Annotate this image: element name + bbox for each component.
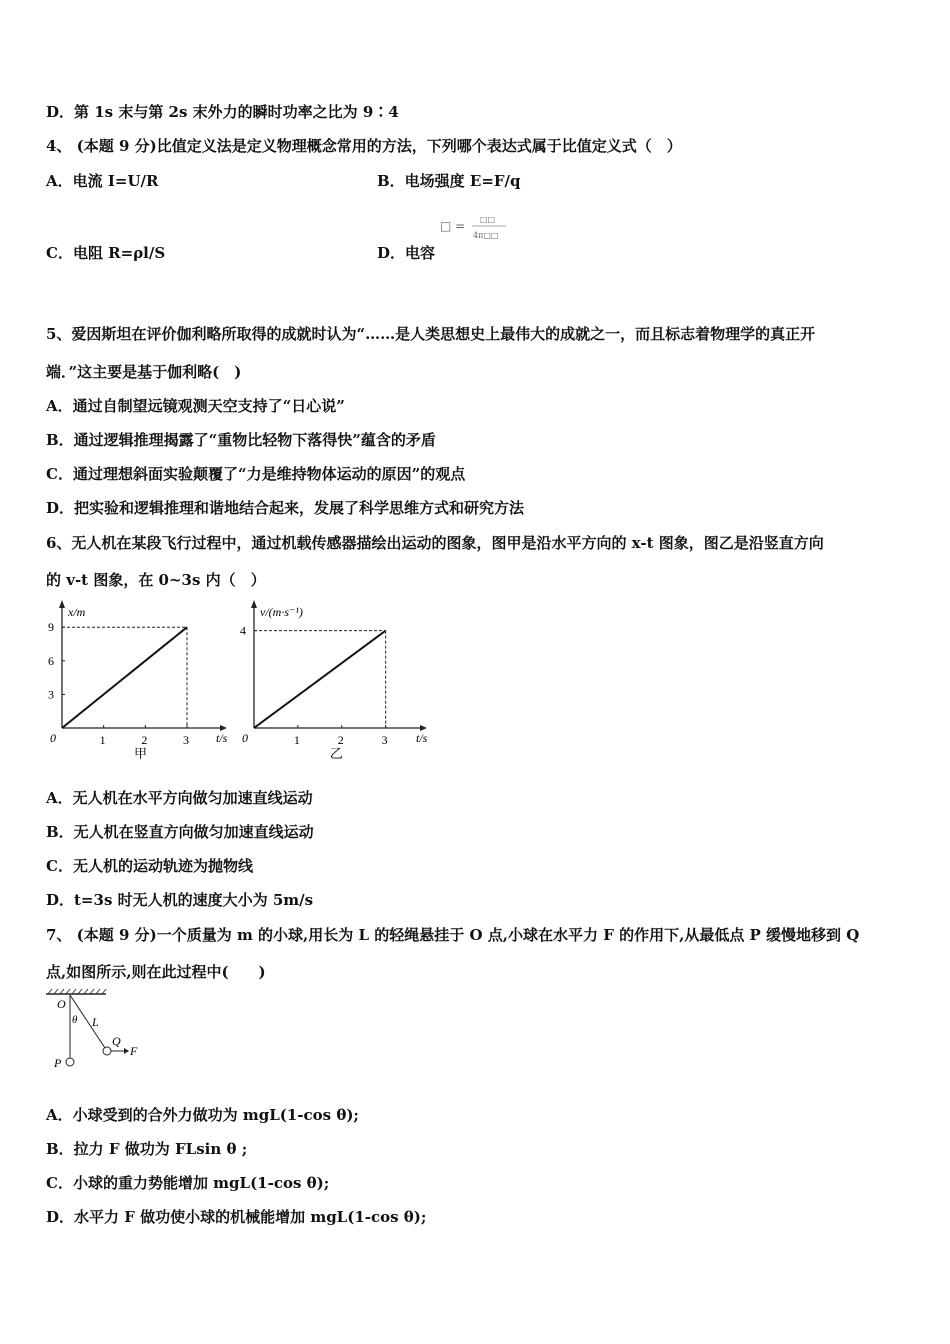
q7-option-c: C．小球的重力势能增加 mgL(1-cos θ); <box>46 1174 330 1192</box>
y-tick-label: 3 <box>48 687 54 702</box>
chart-caption: 乙 <box>329 746 343 761</box>
ceiling-hatch <box>46 989 106 994</box>
chart-caption: 甲 <box>134 746 148 761</box>
formula-denominator: 4π□□ <box>473 231 499 240</box>
pendulum-diagram <box>42 988 152 1077</box>
q7-stem-line2: 点,如图所示,则在此过程中( ) <box>46 963 266 981</box>
q5-stem-line1: 5、爱因斯坦在评价伽利略所取得的成就时认为“……是人类思想史上最伟大的成就之一，而且标志着物理学的真正开 <box>46 325 816 343</box>
formula-numerator: □□ <box>480 215 496 224</box>
q5-option-d: D．把实验和逻辑推理和谐地结合起来，发展了科学思维方式和研究方法 <box>46 499 525 517</box>
y-tick-label: 4 <box>240 623 246 638</box>
y-tick-label: 6 <box>48 653 54 668</box>
data-series-line <box>62 627 187 728</box>
x-tick-label: 1 <box>293 733 300 747</box>
label-l: L <box>92 1015 99 1029</box>
ball-q <box>103 1047 111 1055</box>
x-tick-label: 3 <box>381 733 388 747</box>
y-axis-label: x/m <box>68 605 86 619</box>
label-p: P <box>54 1056 62 1070</box>
q4-option-d: D．电容 <box>377 244 436 262</box>
label-f: F <box>130 1044 138 1058</box>
origin-label: 0 <box>242 731 248 745</box>
q6-stem-line2: 的 v-t 图象，在 0~3s 内（ ） <box>46 571 266 589</box>
q3-option-d: D．第 1s 末与第 2s 末外力的瞬时功率之比为 9∶4 <box>46 103 399 121</box>
q4-capacitance-formula <box>440 212 520 242</box>
q4-option-c: C．电阻 R=ρl/S <box>46 244 166 262</box>
q7-option-a: A．小球受到的合外力做功为 mgL(1-cos θ); <box>46 1106 359 1124</box>
data-series-line <box>254 631 386 728</box>
q6-option-b: B．无人机在竖直方向做匀加速直线运动 <box>46 823 314 841</box>
q5-option-c: C．通过理想斜面实验颠覆了“力是维持物体运动的原因”的观点 <box>46 465 466 483</box>
q4-stem: 4、 (本题 9 分)比值定义法是定义物理概念常用的方法，下列哪个表达式属于比值定义式（ ） <box>46 137 682 155</box>
x-tick-label: 3 <box>183 733 189 747</box>
q5-stem-line2: 端．”这主要是基于伽利略( ) <box>46 363 242 381</box>
label-q: Q <box>112 1034 121 1048</box>
q7-option-d: D．水平力 F 做功使小球的机械能增加 mgL(1-cos θ); <box>46 1208 427 1226</box>
origin-label: 0 <box>50 731 56 745</box>
q5-option-a: A．通过自制望远镜观测天空支持了“日心说” <box>46 397 345 415</box>
label-theta: θ <box>72 1014 78 1026</box>
q6-option-a: A．无人机在水平方向做匀加速直线运动 <box>46 789 313 807</box>
y-tick-label: 9 <box>48 620 54 635</box>
chart-jia <box>40 596 230 770</box>
x-tick-label: 2 <box>141 733 148 747</box>
y-axis-arrow <box>59 600 65 608</box>
formula-lhs: □ = <box>440 219 466 233</box>
q4-option-a: A．电流 I=U/R <box>46 172 159 190</box>
x-tick-label: 2 <box>337 733 344 747</box>
x-axis-label: t/s <box>416 731 428 745</box>
y-axis-label: v/(m·s⁻¹) <box>260 605 303 619</box>
x-tick-label: 1 <box>99 733 106 747</box>
q5-option-b: B．通过逻辑推理揭露了“重物比轻物下落得快”蕴含的矛盾 <box>46 431 436 449</box>
label-o: O <box>57 997 66 1011</box>
q6-option-d: D．t=3s 时无人机的速度大小为 5m/s <box>46 891 314 909</box>
q7-option-b: B．拉力 F 做功为 FLsin θ ; <box>46 1140 248 1158</box>
y-axis-arrow <box>251 600 257 608</box>
q7-stem-line1: 7、 (本题 9 分)一个质量为 m 的小球,用长为 L 的轻绳悬挂于 O 点,小球在水平力 F 的作用下,从最低点 P 缓慢地移到 Q <box>46 926 860 944</box>
q6-stem-line1: 6、无人机在某段飞行过程中，通过机载传感器描绘出运动的图象，图甲是沿水平方向的 x-t 图象，图乙是沿竖直方向 <box>46 534 824 552</box>
chart-yi <box>232 596 432 770</box>
q6-option-c: C．无人机的运动轨迹为抛物线 <box>46 857 253 875</box>
x-axis-label: t/s <box>216 731 228 745</box>
ball-p <box>66 1058 74 1066</box>
q4-option-b: B．电场强度 E=F/q <box>377 172 521 190</box>
